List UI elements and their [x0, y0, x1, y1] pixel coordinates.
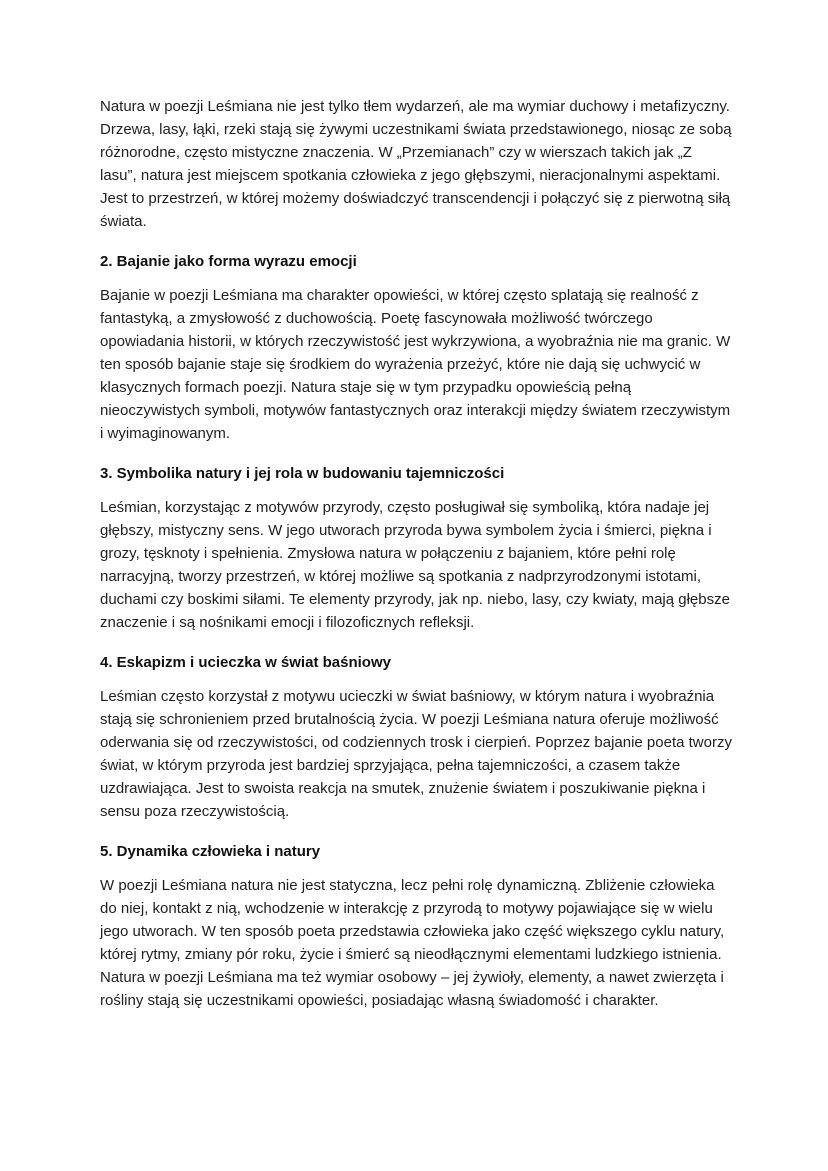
paragraph-symbolika: Leśmian, korzystając z motywów przyrody, często posługiwał się symboliką, która nadaje jej głębszy, mistyczny sens. W jego utworach przyroda bywa symbolem życia i śmierci, piękna i grozy, tęsknoty i spełnienia. Zmysłowa natura w połączeniu z bajaniem, które pełni rolę narracyjną, tworzy przestrzeń, w której możliwe są spotkania z nadprzyrodzonymi istotami, duchami czy boskimi siłami. Te elementy przyrody, jak np. niebo, lasy, czy kwiaty, mają głębsze znaczenie i są nośnikami emocji i filozoficznych refleksji. [100, 499, 730, 631]
paragraph-eskapizm: Leśmian często korzystał z motywu ucieczki w świat baśniowy, w którym natura i wyobraźnia stają się schronieniem przed brutalnością życia. W poezji Leśmiana natura oferuje możliwość oderwania się od rzeczywistości, od codziennych trosk i cierpień. Poprzez bajanie poeta tworzy świat, w którym przyroda jest bardziej sprzyjająca, pełna tajemniczości, a czasem także uzdrawiająca. Jest to swoista reakcja na smutek, znużenie światem i poszukiwanie piękna i sensu poza rzeczywistością. [100, 688, 732, 820]
section-heading-5-dynamika: 5. Dynamika człowieka i natury [100, 843, 321, 860]
section-heading-3-symbolika: 3. Symbolika natury i jej rola w budowaniu tajemniczości [100, 465, 505, 482]
section-heading-2-bajanie: 2. Bajanie jako forma wyrazu emocji [100, 253, 357, 270]
paragraph-dynamika: W poezji Leśmiana natura nie jest statyczna, lecz pełni rolę dynamiczną. Zbliżenie człowieka do niej, kontakt z nią, wchodzenie w interakcję z przyrodą to motywy pojawiające się w wielu jego utworach. W ten sposób poeta przedstawia człowieka jako część większego cyklu natury, której rytmy, zmiany pór roku, życie i śmierć są nieodłącznymi elementami ludzkiego istnienia. Natura w poezji Leśmiana ma też wymiar osobowy – jej żywioły, elementy, a nawet zwierzęta i rośliny stają się uczestnikami opowieści, posiadając własną świadomość i charakter. [100, 877, 725, 1009]
paragraph-natura-intro: Natura w poezji Leśmiana nie jest tylko tłem wydarzeń, ale ma wymiar duchowy i metafizyczny. Drzewa, lasy, łąki, rzeki stają się żywymi uczestnikami świata przedstawionego, niosąc ze sobą różnorodne, często mistyczne znaczenia. W „Przemianach” czy w wierszach takich jak „Z lasu”, natura jest miejscem spotkania człowieka z jego głębszymi, nieracjonalnymi aspektami. Jest to przestrzeń, w której możemy doświadczyć transcendencji i połączyć się z pierwotną siłą świata. [100, 98, 732, 230]
paragraph-bajanie: Bajanie w poezji Leśmiana ma charakter opowieści, w której często splatają się realność z fantastyką, a zmysłowość z duchowością. Poetę fascynowała możliwość twórczego opowiadania historii, w których rzeczywistość jest wykrzywiona, a wyobraźnia nie ma granic. W ten sposób bajanie staje się środkiem do wyrażenia przeżyć, które nie dają się uchwycić w klasycznych formach poezji. Natura staje się w tym przypadku opowieścią pełną nieoczywistych symboli, motywów fantastycznych oraz interakcji między światem rzeczywistym i wyimaginowanym. [100, 287, 731, 442]
document-body [100, 95, 732, 1012]
section-heading-4-eskapizm: 4. Eskapizm i ucieczka w świat baśniowy [100, 654, 391, 671]
